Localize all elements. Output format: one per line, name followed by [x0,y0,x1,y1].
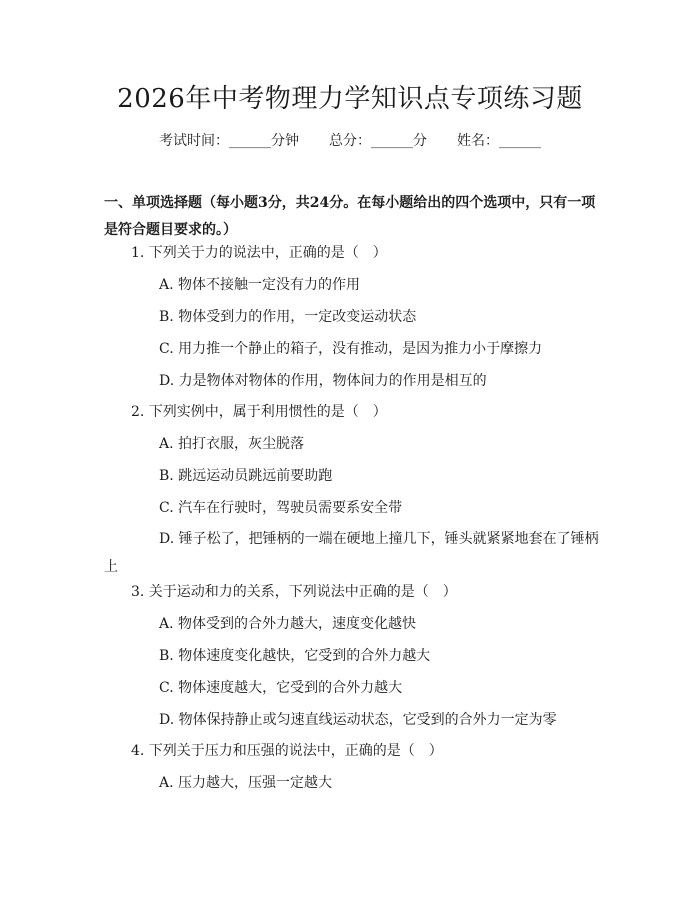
question-option: D. 物体保持静止或匀速直线运动状态，它受到的合外力一定为零 [159,712,557,728]
question-option: C. 汽车在行驶时，驾驶员需要系安全带 [159,500,403,516]
question-option: B. 物体速度变化越快，它受到的合外力越大 [159,648,431,664]
section-heading: 一、单项选择题（每小题3分，共24分。在每小题给出的四个选项中，只有一项是符合题目要求的。） [104,195,596,238]
question-stem: 4. 下列关于压力和压强的说法中，正确的是（ ） [131,743,443,759]
exam-time-field: 考试时间：______分钟 [159,133,299,149]
question-option: A. 拍打衣服，灰尘脱落 [159,436,305,452]
exam-meta-line [0,130,700,152]
question-stem: 2. 下列实例中，属于利用惯性的是（ ） [131,404,387,420]
question-option: C. 用力推一个静止的箱子，没有推动，是因为推力小于摩擦力 [159,341,543,357]
page-title: 2026年中考物理力学知识点专项练习题 [117,84,583,114]
question-option: A. 压力越大，压强一定越大 [159,775,333,791]
question-option: D. 锤子松了，把锤柄的一端在硬地上撞几下，锤头就紧紧地套在了锤柄上 [104,531,599,575]
student-name-field: 姓名：______ [457,133,541,149]
question-option: D. 力是物体对物体的作用，物体间力的作用是相互的 [159,373,487,389]
question-option: C. 物体速度越大，它受到的合外力越大 [159,680,403,696]
question-option: B. 物体受到力的作用，一定改变运动状态 [159,309,417,325]
question-option: A. 物体受到的合外力越大，速度变化越快 [159,616,417,632]
question-stem: 3. 关于运动和力的关系，下列说法中正确的是（ ） [131,584,457,600]
question-stem: 1. 下列关于力的说法中，正确的是（ ） [131,245,387,261]
total-score-field: 总分：______分 [329,133,427,149]
question-option: B. 跳远运动员跳远前要助跑 [159,468,333,484]
question-option: A. 物体不接触一定没有力的作用 [159,277,361,293]
